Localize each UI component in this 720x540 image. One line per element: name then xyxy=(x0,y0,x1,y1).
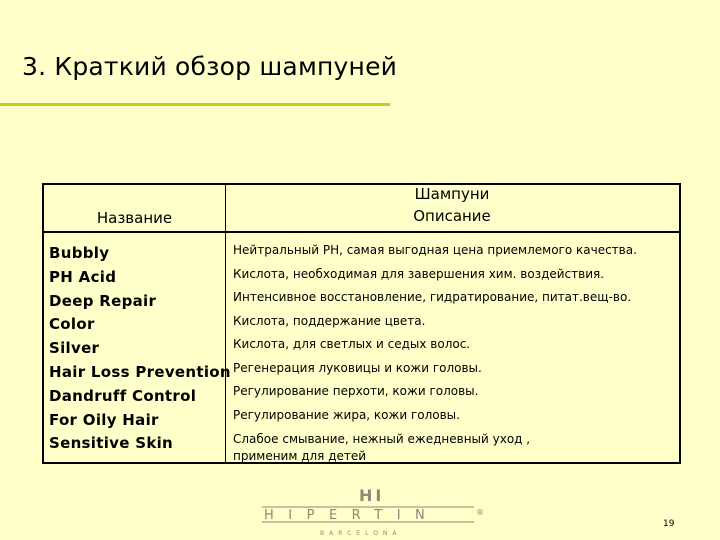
product-name: Sensitive Skin xyxy=(49,434,174,453)
product-name-list xyxy=(49,242,231,456)
product-description: Интенсивное восстановление, гидратирование, питат.вещ-во. xyxy=(233,290,632,304)
product-description: Нейтральный PH, самая выгодная цена приемлемого качества. xyxy=(233,243,637,257)
logo-hi: HI xyxy=(359,486,385,505)
product-description: Регулирование жира, кожи головы. xyxy=(233,407,460,422)
group-header: Шампуни xyxy=(414,185,490,203)
product-name: Silver xyxy=(49,339,100,358)
title-underline xyxy=(0,103,390,106)
product-name: PH Acid xyxy=(49,267,117,286)
hipertin-logo xyxy=(262,485,492,537)
product-name: Bubbly xyxy=(49,244,110,262)
product-description: Регенерация луковицы и кожи головы. xyxy=(233,360,482,375)
product-name: Hair Loss Prevention xyxy=(49,362,231,381)
product-description: Кислота, для светлых и седых волос. xyxy=(233,337,471,351)
product-name: For Oily Hair xyxy=(49,410,159,429)
page-number: 19 xyxy=(663,519,675,529)
product-description: Кислота, необходимая для завершения хим. воздействия. xyxy=(233,266,605,281)
product-name: Dandruff Control xyxy=(49,386,197,405)
header-divider xyxy=(44,231,679,233)
product-description-list xyxy=(233,239,675,465)
logo-wordmark: HIPERTIN xyxy=(264,508,440,523)
column-header-name: Название xyxy=(96,209,173,227)
logo-subtitle: BARCELONA xyxy=(320,530,402,537)
product-description: Слабое смывание, нежный ежедневный уход , применим для детей xyxy=(233,432,531,463)
shampoo-table xyxy=(42,183,681,464)
logo-registered-mark: ® xyxy=(476,508,484,517)
product-description: Регулирование перхоти, кожи головы. xyxy=(233,384,479,398)
slide-title: 3. Краткий обзор шампуней xyxy=(22,52,398,81)
product-name: Deep Repair xyxy=(49,291,157,310)
product-name: Color xyxy=(49,315,95,334)
product-description: Кислота, поддержание цвета. xyxy=(233,313,426,328)
column-header-description: Описание xyxy=(413,207,491,225)
